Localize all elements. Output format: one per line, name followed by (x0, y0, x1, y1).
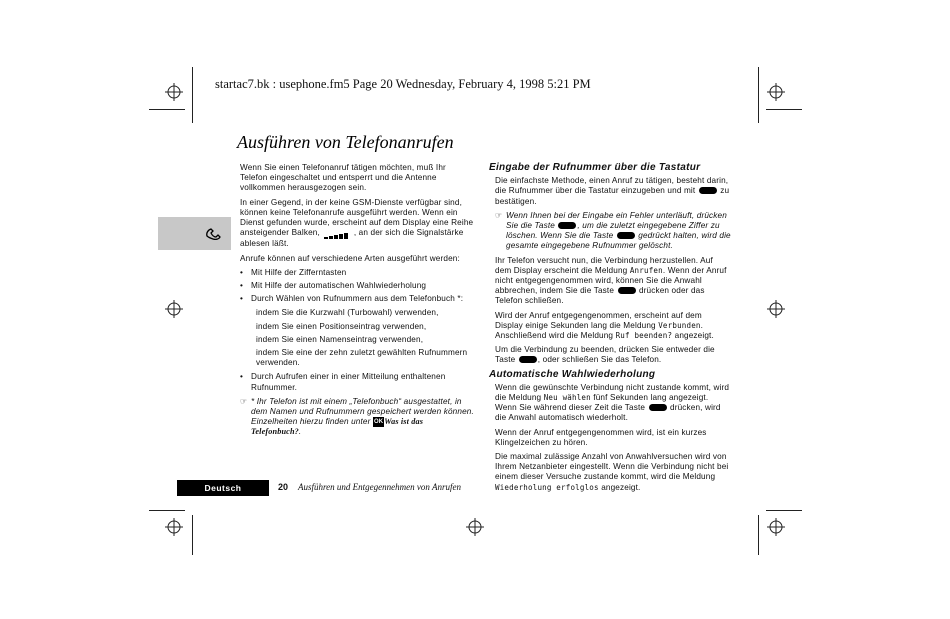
crop-mark (149, 109, 185, 110)
crop-mark (149, 510, 185, 511)
crop-mark (766, 109, 802, 110)
list-item: • Mit Hilfe der automatischen Wahlwiederholung (240, 281, 427, 291)
page-header: startac7.bk : usephone.fm5 Page 20 Wednesday, February 4, 1998 5:21 PM (215, 77, 591, 91)
ok-key-icon: OK (373, 417, 384, 427)
registration-mark-icon (767, 300, 785, 318)
paragraph: Anrufe können auf verschiedene Arten ausgeführt werden: (240, 253, 460, 263)
phonebook-note: ☞ * Ihr Telefon ist mit einem „Telefonbuch“ ausgestattet, in dem Namen und Rufnummern gespeichert werden können. Einzelheiten hierzu finden unter OKWas ist das Telefonbuch?. (240, 396, 474, 437)
end-key-icon (519, 356, 537, 363)
crop-mark (766, 510, 802, 511)
registration-mark-icon (165, 300, 183, 318)
paragraph: Ihr Telefon versucht nun, die Verbindung herzustellen. Auf dem Display erscheint die Meldung Anrufen. Wenn der Anruf nicht entgegengenommen wird, können Sie die Anwahl abbrechen, indem Sie die Taste drücken oder das Telefon schließen. (495, 255, 727, 306)
registration-mark-icon (767, 518, 785, 536)
signal-strength-icon (324, 229, 349, 239)
paragraph: In einer Gegend, in der keine GSM-Dienste verfügbar sind, können keine Telefonanrufe ausgeführt werden. Wenn ein Dienst gefunden wurde, erscheint auf dem Display eine Reihe ansteigender Balken, , an der sich die Signalstärke ablesen läßt. (240, 197, 474, 249)
page-title: Ausführen von Telefonanrufen (237, 132, 454, 152)
list-item: • Durch Wählen von Rufnummern aus dem Telefonbuch *: (240, 294, 464, 304)
sub-list-item: indem Sie einen Namenseintrag verwenden, (256, 334, 424, 344)
registration-mark-icon (165, 83, 183, 101)
page-number: 20 (278, 482, 289, 492)
paragraph: Wenn die gewünschte Verbindung nicht zustande kommt, wird die Meldung Neu wählen fünf Sekunden lang angezeigt. Wenn Sie während dieser Zeit die Taste drücken, wird die Anwahl automatisch wiederholt. (495, 382, 730, 423)
crop-mark (758, 67, 759, 123)
registration-mark-icon (165, 518, 183, 536)
section-tab (158, 217, 231, 250)
chapter-title: Ausführen und Entgegennehmen von Anrufen (298, 482, 461, 492)
section-heading: Automatische Wahlwiederholung (489, 368, 656, 380)
send-key-icon (649, 404, 667, 411)
left-column (240, 163, 474, 442)
registration-mark-icon (767, 83, 785, 101)
paragraph: Die maximal zulässige Anzahl von Anwahlversuchen wird von Ihrem Netzanbieter eingestellt. Wenn die Verbindung nicht bei einem dieser Versuche zustande kommt, wird die Meldung Wiederholung erfolglos angezeigt. (495, 452, 729, 492)
send-key-icon (699, 187, 717, 194)
right-column (489, 162, 731, 497)
paragraph: Wird der Anruf entgegengenommen, erscheint auf dem Display einige Sekunden lang die Meldung Verbunden. Anschließend wird die Meldung Ruf beenden? angezeigt. (495, 310, 714, 341)
paragraph: Wenn der Anruf entgegengenommen wird, ist ein kurzes Klingelzeichen zu hören. (495, 427, 707, 447)
sub-list-item: indem Sie die Kurzwahl (Turbowahl) verwenden, (256, 308, 439, 318)
display-message: Wiederholung erfolglos (495, 482, 599, 492)
clear-key-icon (617, 232, 635, 239)
method-list (240, 268, 474, 305)
display-message: Verbunden (658, 320, 701, 330)
list-item: • Durch Aufrufen einer in einer Mitteilung enthaltenen Rufnummer. (240, 372, 446, 392)
display-message: Anrufen (629, 265, 663, 275)
sub-list-item: indem Sie einen Positionseintrag verwenden, (256, 321, 427, 331)
paragraph: Um die Verbindung zu beenden, drücken Sie entweder die Taste , oder schließen Sie das Telefon. (495, 345, 715, 365)
language-tab: Deutsch (177, 480, 269, 496)
section-heading: Eingabe der Rufnummer über die Tastatur (489, 162, 701, 173)
clear-key-icon (558, 222, 576, 229)
pointing-hand-icon: ☞ (240, 396, 248, 406)
method-list (240, 372, 474, 392)
sub-list-item: indem Sie eine der zehn zuletzt gewählten Rufnummern verwenden. (256, 348, 468, 368)
crop-mark (192, 515, 193, 555)
crop-mark (758, 515, 759, 555)
correction-note: ☞ Wenn Ihnen bei der Eingabe ein Fehler unterläuft, drücken Sie die Taste , um die zuletzt eingegebene Ziffer zu löschen. Wenn Sie die Taste gedrückt halten, wird die gesamte eingegebene Rufnummer gelöscht. (495, 210, 731, 251)
end-key-icon (618, 287, 636, 294)
crop-mark (192, 67, 193, 123)
registration-mark-icon (466, 518, 484, 536)
display-message: Ruf beenden? (615, 331, 673, 341)
display-message: Neu wählen (543, 393, 591, 403)
list-item: • Mit Hilfe der Zifferntasten (240, 267, 347, 277)
paragraph: Wenn Sie einen Telefonanruf tätigen möchten, muß Ihr Telefon eingeschaltet und entsperrt und die Antenne vollkommen herausgezogen sein. (240, 163, 446, 193)
paragraph: Die einfachste Methode, einen Anruf zu tätigen, besteht darin, die Rufnummer über die Tastatur einzugeben und mit zu bestätigen. (495, 176, 730, 206)
pointing-hand-icon: ☞ (495, 210, 503, 220)
phone-handset-icon (205, 225, 223, 241)
